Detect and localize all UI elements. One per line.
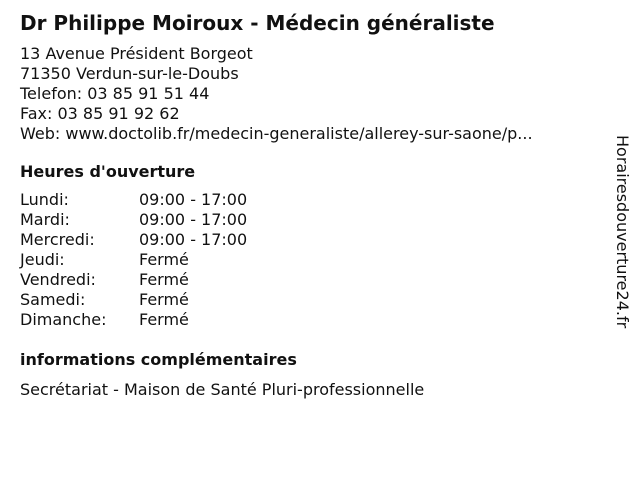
hours-value: Fermé [139,290,189,309]
website-link[interactable]: Web: www.doctolib.fr/medecin-generaliste/allerey-sur-saone/p... [20,124,533,143]
hours-row-sunday [20,310,600,330]
hours-list [20,190,600,330]
site-watermark: Horairesdouverture24.fr [613,135,632,329]
phone-number[interactable]: Telefon: 03 85 91 51 44 [20,84,210,103]
hours-row-friday [20,270,600,290]
doctor-info-card [20,10,600,400]
hours-value: 09:00 - 17:00 [139,230,248,249]
hours-value: Fermé [139,270,189,289]
hours-row-wednesday [20,230,600,250]
hours-heading: Heures d'ouverture [20,162,196,181]
fax-number: Fax: 03 85 91 92 62 [20,104,180,123]
hours-row-thursday [20,250,600,270]
hours-value: Fermé [139,310,189,329]
hours-row-monday [20,190,600,210]
day-label: Mercredi: [20,230,95,249]
extra-info-heading: informations complémentaires [20,350,297,369]
hours-value: 09:00 - 17:00 [139,210,248,229]
day-label: Mardi: [20,210,70,229]
address-line-2: 71350 Verdun-sur-le-Doubs [20,64,239,83]
hours-value: 09:00 - 17:00 [139,190,248,209]
hours-row-tuesday [20,210,600,230]
address-line-1: 13 Avenue Président Borgeot [20,44,253,63]
hours-value: Fermé [139,250,189,269]
page-title: Dr Philippe Moiroux - Médecin généraliste [20,11,495,35]
day-label: Lundi: [20,190,69,209]
day-label: Dimanche: [20,310,107,329]
day-label: Jeudi: [20,250,65,269]
day-label: Samedi: [20,290,86,309]
hours-row-saturday [20,290,600,310]
day-label: Vendredi: [20,270,96,289]
extra-info-text: Secrétariat - Maison de Santé Pluri-professionnelle [20,380,425,399]
